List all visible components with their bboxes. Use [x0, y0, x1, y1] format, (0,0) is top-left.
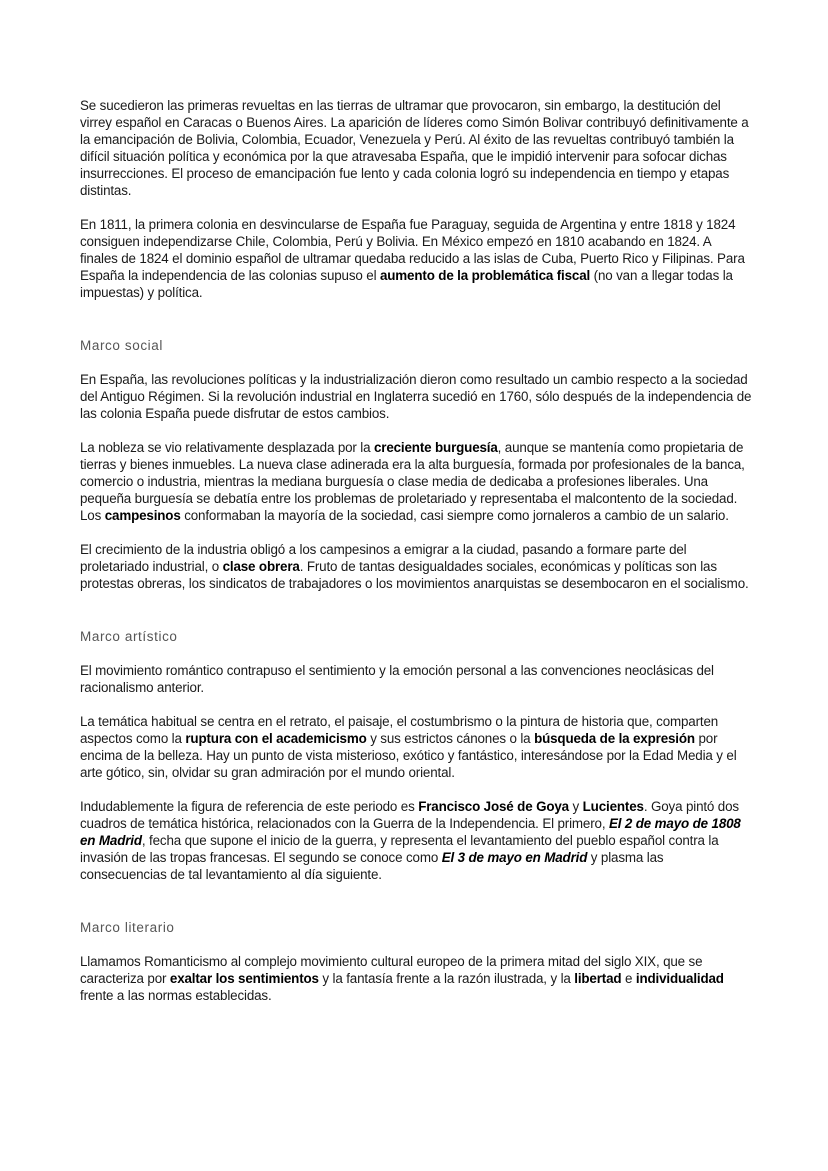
emphasis-text: clase obrera — [222, 559, 300, 574]
text-run: En España, las revoluciones políticas y la industrialización dieron como resultado un cambio respecto a la sociedad del Antiguo Régimen. Si la revolución industrial en Inglaterra sucedió en 1760, sólo después de la independencia de las colonia España puede disfrutar de estos cambios. — [80, 372, 752, 421]
text-run: La temática habitual se centra en el retrato, el paisaje, el costumbrismo o la pintura de historia que, comparten aspectos como la — [80, 714, 719, 746]
paragraph — [80, 713, 752, 781]
emphasis-text: Francisco José de Goya — [418, 799, 569, 814]
text-run: . Goya pintó dos cuadros de temática histórica, relacionados con la Guerra de la Independencia. El primero, — [80, 799, 739, 831]
text-run: El movimiento romántico contrapuso el sentimiento y la emoción personal a las convenciones neoclásicas del racionalismo anterior. — [80, 663, 714, 695]
text-run: e — [621, 971, 636, 986]
text-run: En 1811, la primera colonia en desvincularse de España fue Paraguay, seguida de Argentina y entre 1818 y 1824 consiguen independizarse Chile, Colombia, Perú y Bolivia. En México empezó en 1810 acabando en 1824. A finales de 1824 el dominio español de ultramar quedaba reducido a las islas de Cuba, Puerto Rico y Filipinas. Para España la independencia de las colonias supuso el — [80, 217, 745, 283]
text-run: La nobleza se vio relativamente desplazada por la — [80, 440, 374, 455]
emphasis-text: búsqueda de la expresión — [534, 731, 695, 746]
text-run: . Fruto de tantas desigualdades sociales, económicas y políticas son las protestas obreras, los sindicatos de trabajadores o los movimientos anarquistas se desembocaron en el socialismo. — [80, 559, 749, 591]
document-page — [80, 97, 752, 1021]
text-run: Indudablemente la figura de referencia de este periodo es — [80, 799, 419, 814]
emphasis-text: Lucientes — [582, 799, 644, 814]
emphasis-text: creciente burguesía — [373, 440, 498, 455]
section-heading — [80, 628, 752, 645]
emphasis-text: El 2 de mayo de 1808 en Madrid — [80, 816, 741, 848]
text-run: Marco literario — [80, 920, 175, 935]
text-run: frente a las normas establecidas. — [80, 988, 272, 1003]
text-run: , fecha que supone el inicio de la guerra, y representa el levantamiento del pueblo español contra la invasión de las tropas francesas. El segundo se conoce como — [80, 833, 719, 865]
emphasis-text: individualidad — [635, 971, 724, 986]
emphasis-text: campesinos — [104, 508, 181, 523]
text-run: Marco social — [80, 338, 163, 353]
section-heading — [80, 337, 752, 354]
paragraph — [80, 371, 752, 422]
paragraph — [80, 541, 752, 592]
text-run: y sus estrictos cánones o la — [366, 731, 535, 746]
paragraph — [80, 798, 752, 883]
text-run: (no van a llegar todas la impuestas) y política. — [80, 268, 733, 300]
text-run: y — [568, 799, 583, 814]
emphasis-text: aumento de la problemática fiscal — [379, 268, 591, 283]
paragraph — [80, 439, 752, 524]
text-run: y plasma las consecuencias de tal levantamiento al día siguiente. — [80, 850, 664, 882]
text-run: conformaban la mayoría de la sociedad, casi siempre como jornaleros a cambio de un salario. — [180, 508, 729, 523]
text-run: , aunque se mantenía como propietaria de tierras y bienes inmuebles. La nueva clase adinerada era la alta burguesía, formada por profesionales de la banca, comercio o industria, mientras la mediana burguesía o clase media de dedicaba a profesiones liberales. Una pequeña burguesía se debatía entre los problemas de proletariado y representaba el malcontento de la sociedad. Los — [80, 440, 745, 523]
paragraph — [80, 216, 752, 301]
emphasis-text: exaltar los sentimientos — [169, 971, 319, 986]
text-run: Marco artístico — [80, 629, 178, 644]
text-run: y la fantasía frente a la razón ilustrada, y la — [318, 971, 575, 986]
section-heading — [80, 919, 752, 936]
text-run: por encima de la belleza. Hay un punto de vista misterioso, exótico y fantástico, interesándose por la Edad Media y el arte gótico, sin, olvidar su gran admiración por el mundo oriental. — [80, 731, 737, 780]
paragraph — [80, 662, 752, 696]
paragraph — [80, 953, 752, 1004]
text-run: El crecimiento de la industria obligó a los campesinos a emigrar a la ciudad, pasando a formare parte del proletariado industrial, o — [80, 542, 687, 574]
text-run: Llamamos Romanticismo al complejo movimiento cultural europeo de la primera mitad del siglo XIX, que se caracteriza por — [80, 954, 703, 986]
paragraph — [80, 97, 752, 199]
emphasis-text: libertad — [574, 971, 622, 986]
emphasis-text: El 3 de mayo en Madrid — [441, 850, 588, 865]
text-run: Se sucedieron las primeras revueltas en las tierras de ultramar que provocaron, sin embargo, la destitución del virrey español en Caracas o Buenos Aires. La aparición de líderes como Simón Bolivar contribuyó definitivamente a la emancipación de Bolivia, Colombia, Ecuador, Venezuela y Perú. Al éxito de las revueltas contribuyó también la difícil situación política y económica por la que atravesaba España, que le impidió intervenir para sofocar dichas insurrecciones. El proceso de emancipación fue lento y cada colonia logró su independencia en tiempo y etapas distintas. — [80, 98, 749, 198]
emphasis-text: ruptura con el academicismo — [185, 731, 367, 746]
